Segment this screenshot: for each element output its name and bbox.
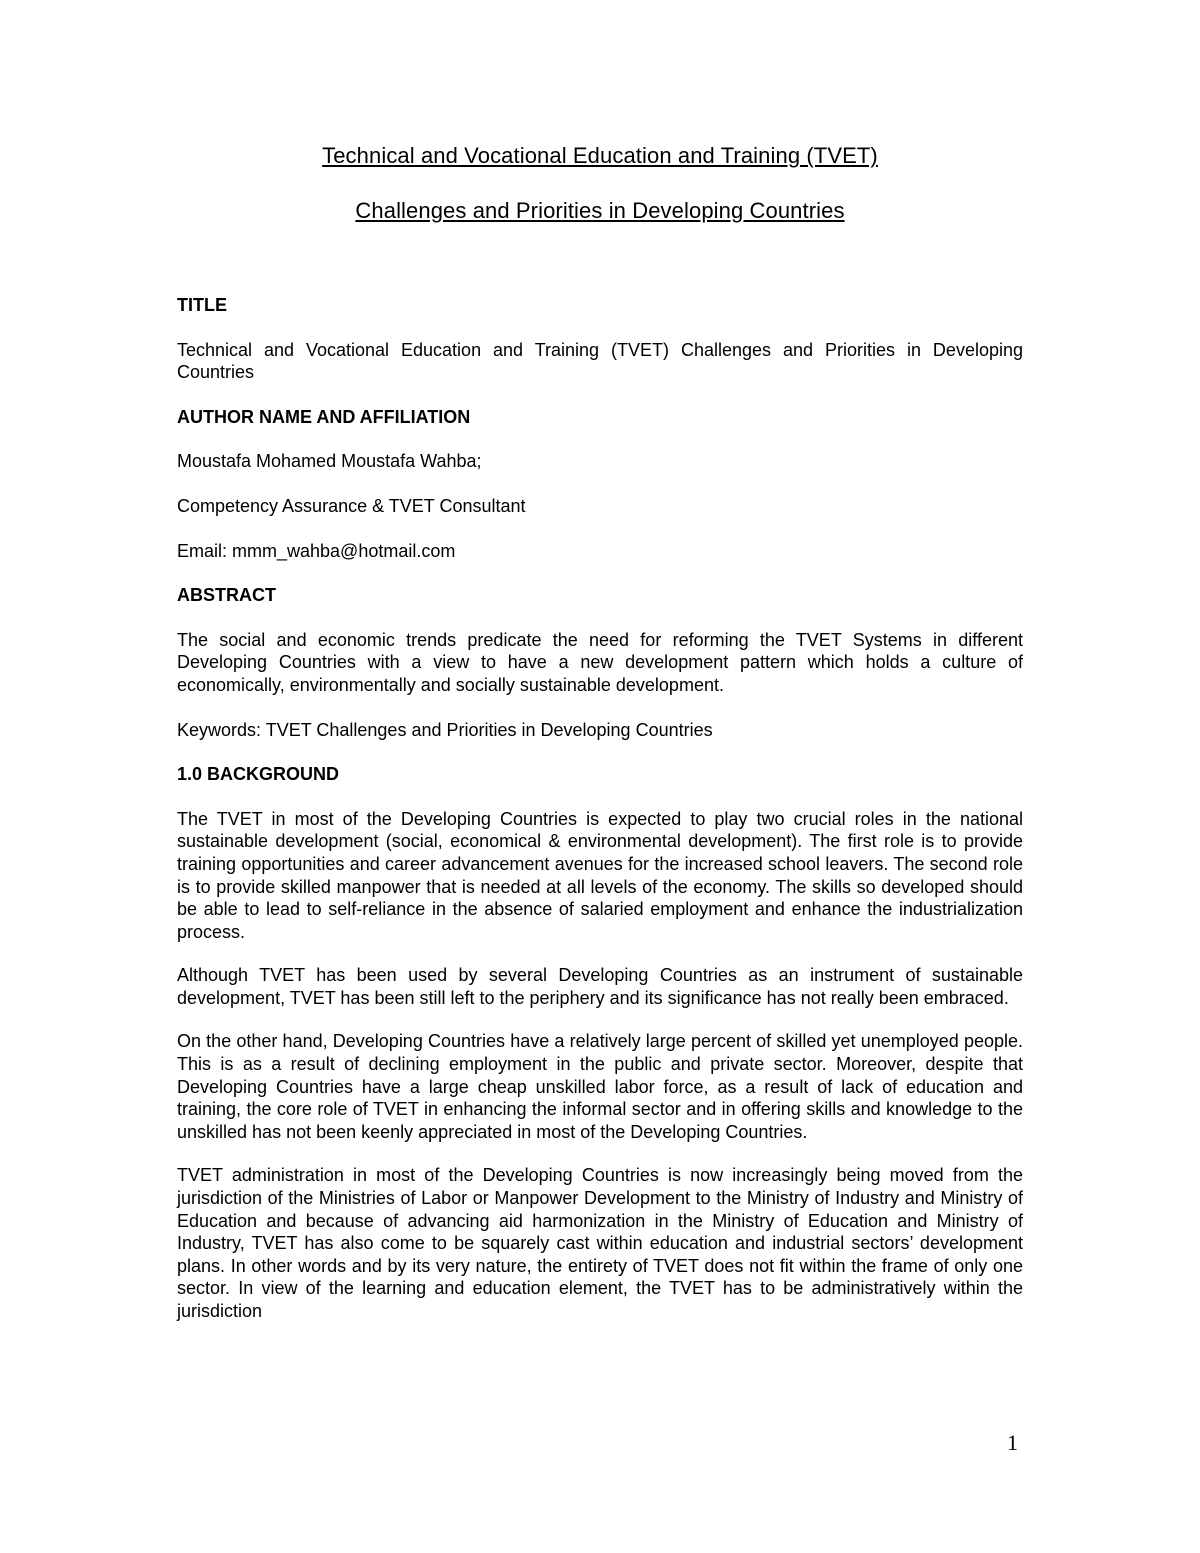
- title-text: Technical and Vocational Education and Training (TVET) Challenges and Priorities in Developing Countries: [177, 339, 1023, 383]
- author-email: Email: mmm_wahba@hotmail.com: [177, 540, 456, 561]
- document-body: [177, 294, 1023, 1323]
- document-title-line-1: Technical and Vocational Education and Training (TVET): [322, 143, 878, 168]
- keywords-text: Keywords: TVET Challenges and Priorities in Developing Countries: [177, 719, 713, 740]
- page-number: 1: [1007, 1430, 1018, 1455]
- author-name: Moustafa Mohamed Moustafa Wahba;: [177, 451, 482, 472]
- abstract-text: The social and economic trends predicate the need for reforming the TVET Systems in different Developing Countries with a view to have a new development pattern which holds a culture of economically, environmentally and socially sustainable development.: [177, 629, 1023, 695]
- background-paragraph-3: On the other hand, Developing Countries have a relatively large percent of skilled yet unemployed people. This is as a result of declining employment in the public and private sector. Moreover, despite that Developing Countries have a large cheap unskilled labor force, as a result of lack of education and training, the core role of TVET in enhancing the informal sector and in offering skills and knowledge to the unskilled has not been keenly appreciated in most of the Developing Countries.: [177, 1031, 1023, 1142]
- abstract-heading: ABSTRACT: [177, 585, 276, 606]
- background-paragraph-1: The TVET in most of the Developing Countries is expected to play two crucial roles in the national sustainable development (social, economical & environmental development). The first role is to provide training opportunities and career advancement avenues for the increased school leavers. The second role is to provide skilled manpower that is needed at all levels of the economy. The skills so developed should be able to lead to self-reliance in the absence of salaried employment and enhance the industrialization process.: [177, 808, 1023, 942]
- background-heading: 1.0 BACKGROUND: [177, 764, 340, 785]
- document-title-line-2: Challenges and Priorities in Developing Countries: [355, 198, 845, 223]
- background-paragraph-2: Although TVET has been used by several Developing Countries as an instrument of sustainable development, TVET has been still left to the periphery and its significance has not really been embraced.: [177, 965, 1023, 1008]
- author-heading: AUTHOR NAME AND AFFILIATION: [177, 406, 471, 427]
- title-heading: TITLE: [177, 295, 227, 315]
- background-paragraph-4: TVET administration in most of the Developing Countries is now increasingly being moved from the jurisdiction of the Ministries of Labor or Manpower Development to the Ministry of Industry and Ministry of Education and because of advancing aid harmonization in the Ministry of Education and Ministry of Industry, TVET has also come to be squarely cast within education and industrial sectors’ development plans. In other words and by its very nature, the entirety of TVET does not fit within the frame of only one sector. In view of the learning and education element, the TVET has to be administratively within the jurisdiction: [177, 1165, 1023, 1321]
- author-role: Competency Assurance & TVET Consultant: [177, 495, 526, 516]
